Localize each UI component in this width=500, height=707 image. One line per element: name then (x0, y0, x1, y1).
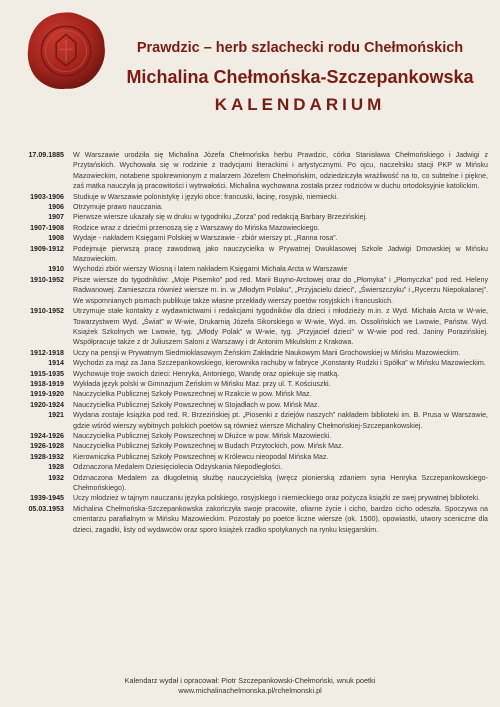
calendar-list (12, 150, 488, 535)
calendar-entry (12, 452, 488, 462)
entry-date: 05.03.1953 (28, 504, 64, 513)
entry-text: Podejmuje pierwszą pracę zawodową jako nauczycielka w Prywatnej Dwuklasowej Szkole Jadwigi Dmowskiej w Mińsku Mazowieckim. (73, 244, 488, 264)
calendar-entry (12, 275, 488, 306)
entry-date: 1918-1919 (30, 379, 64, 388)
entry-date: 1939-1945 (30, 494, 64, 503)
entry-text: Utrzymuje stałe kontakty z wydawnictwami i redakcjami tygodników dla dzieci i młodzieży m.in. z Wyd. Michała Arcta w W-wie, Towarzystwem Wyd. „Świat” w W-wie, Drukarnią Józefa Sikorskiego w W-wie, Wyd. im. Ossolińskich we Lwowie, Państw. Wyd. Książek Szkolnych we Lwowie, tyg. „Młody Polak” w W-wie, tyg. „Przyjaciel dzieci” w W-wie pod red. Janiny Porazińskiej. Współpracuje także z dr Juliuszem Saloni z Warszawy i dr Antonim Mikulskim z Krakowa. (73, 307, 488, 347)
calendar-entry (12, 410, 488, 431)
calendar-entry (12, 473, 488, 494)
entry-date: 1928 (48, 463, 64, 472)
calendar-entry (12, 389, 488, 399)
entry-date: 1928-1932 (30, 452, 64, 461)
calendar-entry (12, 504, 488, 535)
heading-title: KALENDARIUM (214, 95, 386, 114)
entry-date: 1908 (48, 234, 64, 243)
entry-date: 1910-1952 (30, 307, 64, 316)
footer-websites: www.michalinachelmonska.pl/rchelmonski.pl (178, 686, 322, 695)
heading-coat-of-arms: Prawdzic – herb szlachecki rodu Chełmońskich (136, 40, 464, 56)
entry-text: Wydaje - nakładem Księgarni Polskiej w Warszawie - zbiór wierszy pt. „Ranna rosa”. (73, 234, 338, 243)
entry-text: Wykłada język polski w Gimnazjum Żeńskim w Mińsku Maz. przy ul. T. Kościuszki. (73, 379, 331, 388)
entry-date: 1910 (48, 265, 64, 274)
entry-date: 1926-1928 (30, 442, 64, 451)
calendar-entry (12, 244, 488, 265)
entry-date: 1915-1935 (30, 369, 64, 378)
entry-date: 1921 (48, 411, 64, 420)
calendar-entry (12, 369, 488, 379)
calendar-entry (12, 493, 488, 503)
entry-text: Odznaczona Medalem za długoletnią służbę nauczycielską (wręcz pionierską zdaniem syna Henryka Szczepankowskiego-Chełmońskiego). (73, 473, 488, 492)
entry-text: Pisze wiersze do tygodników: „Moje Pisemko” pod red. Marii Buyno-Arctowej oraz do „Płomyka” i „Płomyczka” pod red. Heleny Radwanowej. Zamieszcza również wiersze m. in. w „Młodym Polaku”, „Przyjacielu dzieci”, „Świerszczyku” i „Rycerzu Niepokalanej”. We wspomnianych pismach publikuje także własne przekłady wierszy poetów rosyjskich i francuskich. (73, 275, 488, 305)
entry-text: Nauczycielka Publicznej Szkoły Powszechnej w Dłużce w pow. Mińsk Mazowiecki. (73, 431, 332, 440)
entry-text: Odznaczona Medalem Dziesięciolecia Odzyskania Niepodległości. (73, 463, 282, 472)
entry-text: Studiuje w Warszawie polonistykę i języki obce: francuski, łacinę, rosyjski, niemiecki. (73, 192, 339, 201)
entry-date: 1907-1908 (30, 223, 64, 232)
entry-text: Nauczycielka Publicznej Szkoły Powszechnej w Rzakcie w pow. Mińsk Maz. (73, 390, 312, 399)
calendar-entry (12, 306, 488, 348)
entry-text: Wychodzi zbiór wierszy Wiosną i latem nakładem Księgarni Michała Arcta w Warszawie (73, 265, 348, 274)
entry-date: 1932 (48, 473, 64, 482)
entry-text: Pierwsze wiersze ukazały się w druku w tygodniku „Zorza” pod redakcją Barbary Brzezińskiej. (73, 213, 368, 222)
calendar-entry (12, 150, 488, 192)
calendar-entry (12, 192, 488, 202)
entry-date: 1906 (48, 203, 64, 212)
calendar-entry (12, 358, 488, 368)
entry-date: 1924-1926 (30, 431, 64, 440)
entry-text: Otrzymuje prawo nauczania. (73, 203, 163, 212)
entry-text: Wychowuje troje swoich dzieci: Henryka, Antoniego, Wandę oraz opiekuje się matką. (73, 369, 340, 378)
entry-date: 1920-1924 (30, 400, 64, 409)
entry-date: 1910-1952 (30, 275, 64, 284)
calendar-entry (12, 348, 488, 358)
entry-text: W Warszawie urodziła się Michalina Józefa Chełmońska herbu Prawdzic, córka Stanisława Chełmońskiego i Jadwigi z Przytańskich. Wychowała się w rodzinie z tradycjami literackimi i artystycznymi. Po ojcu, naczelniku stacji PKP w Mińsku Mazowieckim, notabene spokrewnionym z malarzem Józefem Chełmońskim, odziedziczyła wrażliwość na to, co subtelne i piękne, zaś matka nauczyła ją pracowitości i wytrwałości. Michalina wychowana została przez rodziców w duchu ortodoksyjnie katolickim. (73, 151, 488, 191)
calendar-entry (12, 233, 488, 243)
wax-seal-icon (25, 10, 107, 92)
footer (0, 676, 500, 696)
calendar-entry (12, 441, 488, 451)
entry-text: Wychodzi za mąż za Jana Szczepankowskiego, kierownika rachuby w fabryce „Konstanty Rudzki i Spółka” w Mińsku Mazowieckim. (73, 359, 486, 368)
entry-text: Uczy na pensji w Prywatnym Siedmioklasowym Żeńskim Zakładzie Naukowym Marii Grochowskiej w Mińsku Mazowieckim. (73, 348, 461, 357)
entry-text: Wydana zostaje książka pod red. R. Brzezińskiej pt. „Piosenki z dziejów naszych” nakładem biblioteki im. B. Prusa w Warszawie, gdzie wśród wierszy wybitnych polskich poetów są również wiersze Michaliny Chełmońskiej-Szczepankowskiej. (73, 411, 488, 430)
calendar-entry (12, 462, 488, 472)
entry-date: 1919-1920 (30, 390, 64, 399)
entry-date: 1907 (48, 213, 64, 222)
calendar-entry (12, 431, 488, 441)
calendar-entry (12, 379, 488, 389)
entry-date: 1912-1918 (30, 348, 64, 357)
entry-date: 1909-1912 (30, 244, 64, 253)
heading-name: Michalina Chełmońska-Szczepankowska (126, 67, 474, 87)
entry-date: 17.09.1885 (28, 151, 64, 159)
entry-date: 1914 (48, 359, 64, 368)
entry-text: Michalina Chełmońska-Szczepankowska zakończyła swoje pracowite, ofiarne życie i cicho, bardzo cicho odeszła. Spoczywa na cmentarzu parafialnym w Mińsku Mazowieckim. Pozostały po poetce liczne wiersze (ok. 1500), opowiastki, utwory sceniczne dla dzieci, zagadki, listy od wydawców oraz sporo książek rzadko spotykanych na rynku księgarskim. (73, 504, 488, 534)
entry-text: Uczy młodzież w tajnym nauczaniu języka polskiego, rosyjskiego i niemieckiego oraz pożycza książki ze swej prywatnej biblioteki. (73, 494, 480, 503)
calendar-entry (12, 264, 488, 274)
calendar-entry (12, 223, 488, 233)
calendar-entry (12, 400, 488, 410)
entry-text: Nauczycielka Publicznej Szkoły Powszechnej w Stojadłach w pow. Mińsk Maz. (73, 400, 320, 409)
entry-date: 1903-1906 (30, 192, 64, 201)
entry-text: Nauczycielka Publicznej Szkoły Powszechnej w Budach Przytockich, pow. Mińsk Maz. (73, 442, 344, 451)
calendar-entry (12, 202, 488, 212)
footer-credit: Kalendarz wydał i opracował: Piotr Szczepankowski-Chełmoński, wnuk poetki (124, 676, 376, 685)
entry-text: Kierowniczka Publicznej Szkoły Powszechnej w Królewcu nieopodal Mińska Maz. (73, 452, 329, 461)
calendar-entry (12, 212, 488, 222)
entry-text: Rodzice wraz z dziećmi przenoszą się z Warszawy do Mińska Mazowieckiego. (73, 223, 320, 232)
